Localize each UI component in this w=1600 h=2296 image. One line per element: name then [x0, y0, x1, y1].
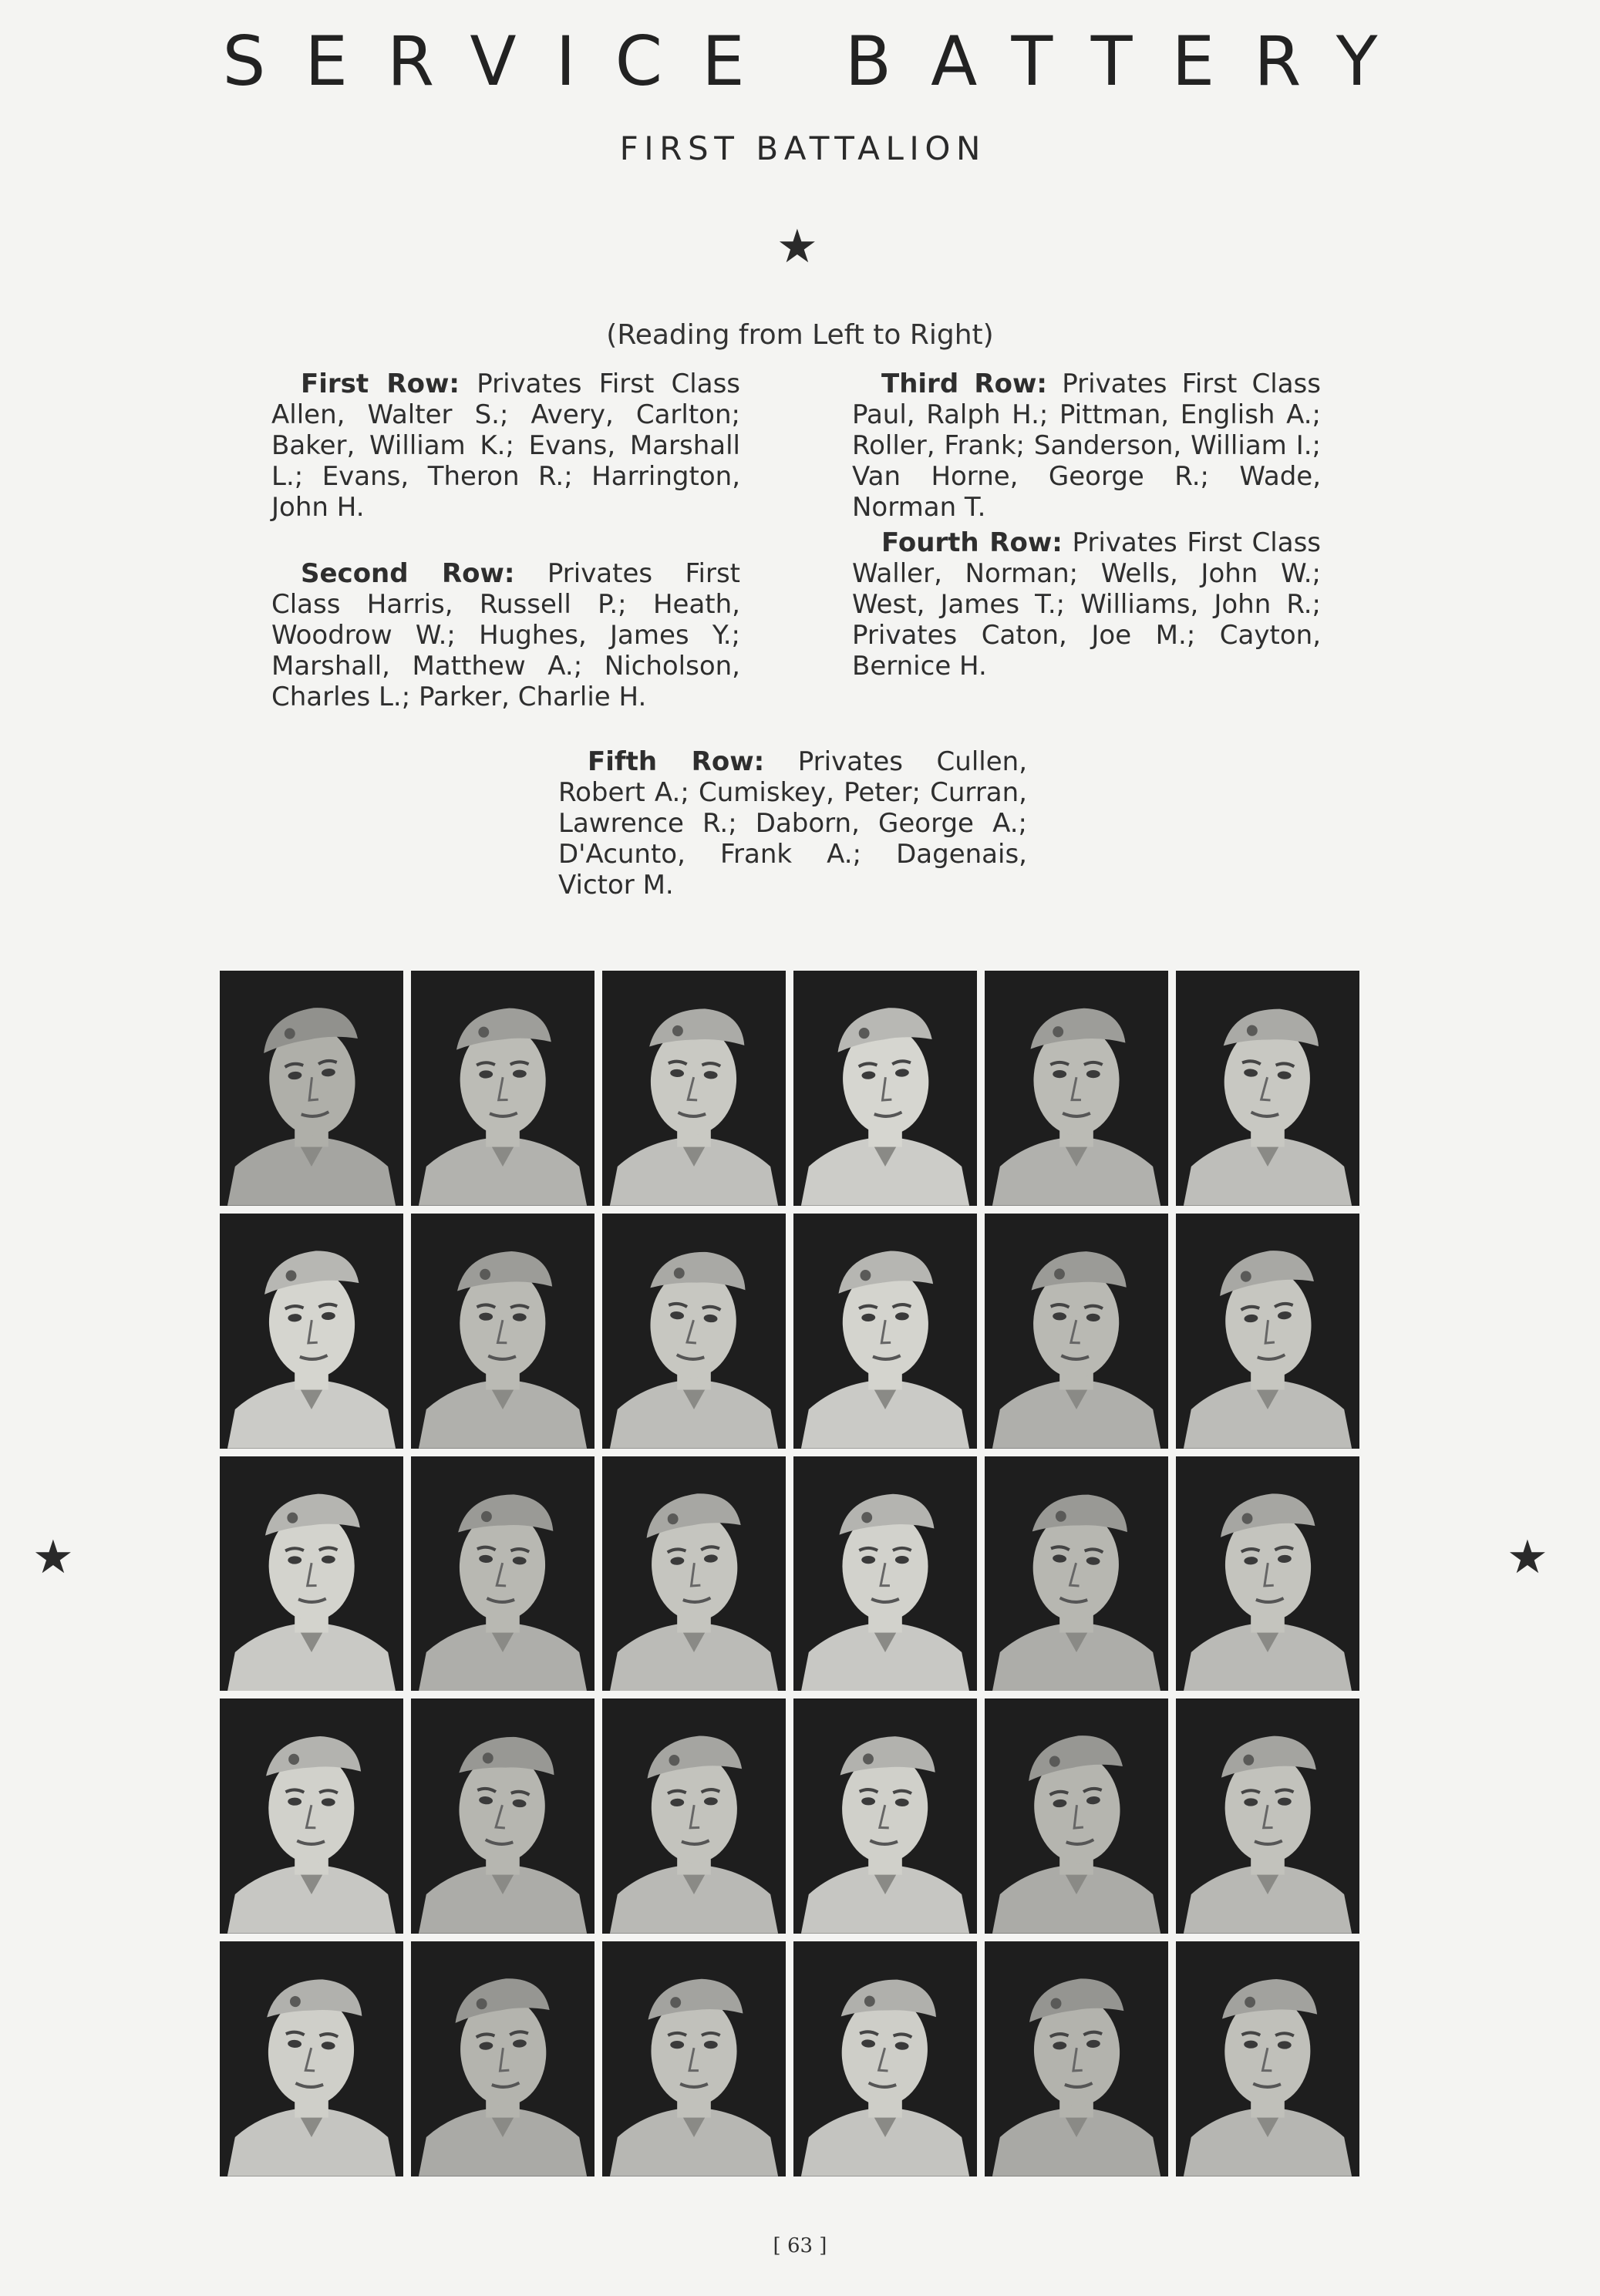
portrait-grid — [220, 971, 1359, 2176]
soldier-portrait-icon — [220, 971, 403, 1206]
row-lead: Fourth Row: — [881, 527, 1063, 558]
reading-note: (Reading from Left to Right) — [606, 319, 994, 351]
page-title: SERVICE BATTERY — [222, 22, 1417, 101]
row-lead: Third Row: — [881, 369, 1047, 399]
portrait-photo — [985, 1456, 1168, 1692]
portrait-photo — [985, 1698, 1168, 1934]
row-lead: First Row: — [301, 369, 460, 399]
portrait-photo — [602, 971, 786, 1206]
soldier-portrait-icon — [1176, 1698, 1359, 1934]
portrait-photo — [220, 1456, 403, 1692]
soldier-portrait-icon — [602, 1456, 786, 1692]
portrait-photo — [411, 1214, 595, 1449]
soldier-portrait-icon — [411, 1941, 595, 2176]
portrait-photo — [411, 971, 595, 1206]
row-names: Privates First Class Harris, Russell P.; Heath, Woodrow W.; Hughes, James Y.; Marshall, Matthew A.; Nicholson, Charles L.; Parker, Charlie H. — [271, 558, 740, 712]
portrait-photo — [985, 1214, 1168, 1449]
portrait-photo — [220, 971, 403, 1206]
soldier-portrait-icon — [602, 1214, 786, 1449]
portrait-photo — [793, 1698, 977, 1934]
portrait-photo — [793, 1456, 977, 1692]
row-names: Privates First Class Allen, Walter S.; Avery, Carlton; Baker, William K.; Evans, Marshall L.; Evans, Theron R.; Harrington, John H. — [271, 369, 740, 523]
soldier-portrait-icon — [985, 1698, 1168, 1934]
soldier-portrait-icon — [411, 1456, 595, 1692]
portrait-photo — [793, 1214, 977, 1449]
soldier-portrait-icon — [985, 971, 1168, 1206]
portrait-photo — [602, 1941, 786, 2176]
caption-fourth-row — [852, 527, 1321, 682]
soldier-portrait-icon — [985, 1456, 1168, 1692]
star-icon: ★ — [1507, 1530, 1548, 1584]
portrait-photo — [411, 1698, 595, 1934]
caption-first-row — [271, 369, 740, 523]
caption-second-row — [271, 558, 740, 712]
portrait-photo — [1176, 971, 1359, 1206]
soldier-portrait-icon — [793, 1698, 977, 1934]
portrait-photo — [220, 1941, 403, 2176]
row-names: Privates Cullen, Robert A.; Cumiskey, Peter; Curran, Lawrence R.; Daborn, George A.; D'Acunto, Frank A.; Dagenais, Victor M. — [558, 746, 1027, 901]
row-lead: Second Row: — [301, 558, 515, 589]
portrait-photo — [602, 1214, 786, 1449]
portrait-photo — [1176, 1456, 1359, 1692]
row-names: Privates First Class Waller, Norman; Wells, John W.; West, James T.; Williams, John R.; Privates Caton, Joe M.; Cayton, Bernice H. — [852, 527, 1321, 682]
portrait-photo — [411, 1941, 595, 2176]
soldier-portrait-icon — [411, 1698, 595, 1934]
portrait-photo — [985, 971, 1168, 1206]
portrait-photo — [1176, 1214, 1359, 1449]
portrait-photo — [1176, 1698, 1359, 1934]
soldier-portrait-icon — [793, 1941, 977, 2176]
caption-third-row — [852, 369, 1321, 523]
soldier-portrait-icon — [602, 1698, 786, 1934]
portrait-photo — [1176, 1941, 1359, 2176]
soldier-portrait-icon — [1176, 1214, 1359, 1449]
page-number: [ 63 ] — [773, 2234, 827, 2257]
soldier-portrait-icon — [1176, 1456, 1359, 1692]
soldier-portrait-icon — [602, 971, 786, 1206]
caption-fifth-row — [558, 746, 1027, 901]
portrait-photo — [793, 971, 977, 1206]
portrait-photo — [220, 1698, 403, 1934]
soldier-portrait-icon — [220, 1698, 403, 1934]
page-subtitle: FIRST BATTALION — [619, 130, 986, 167]
soldier-portrait-icon — [411, 971, 595, 1206]
soldier-portrait-icon — [793, 1456, 977, 1692]
soldier-portrait-icon — [1176, 1941, 1359, 2176]
soldier-portrait-icon — [220, 1214, 403, 1449]
soldier-portrait-icon — [985, 1214, 1168, 1449]
portrait-photo — [411, 1456, 595, 1692]
portrait-photo — [220, 1214, 403, 1449]
star-icon: ★ — [32, 1530, 74, 1584]
soldier-portrait-icon — [1176, 971, 1359, 1206]
portrait-photo — [602, 1456, 786, 1692]
soldier-portrait-icon — [602, 1941, 786, 2176]
portrait-photo — [793, 1941, 977, 2176]
row-names: Privates First Class Paul, Ralph H.; Pittman, English A.; Roller, Frank; Sanderson, William I.; Van Horne, George R.; Wade, Norman T. — [852, 369, 1321, 523]
soldier-portrait-icon — [220, 1941, 403, 2176]
star-icon: ★ — [776, 220, 818, 274]
soldier-portrait-icon — [985, 1941, 1168, 2176]
soldier-portrait-icon — [793, 1214, 977, 1449]
row-lead: Fifth Row: — [588, 746, 765, 777]
portrait-photo — [985, 1941, 1168, 2176]
portrait-photo — [602, 1698, 786, 1934]
soldier-portrait-icon — [220, 1456, 403, 1692]
soldier-portrait-icon — [411, 1214, 595, 1449]
soldier-portrait-icon — [793, 971, 977, 1206]
